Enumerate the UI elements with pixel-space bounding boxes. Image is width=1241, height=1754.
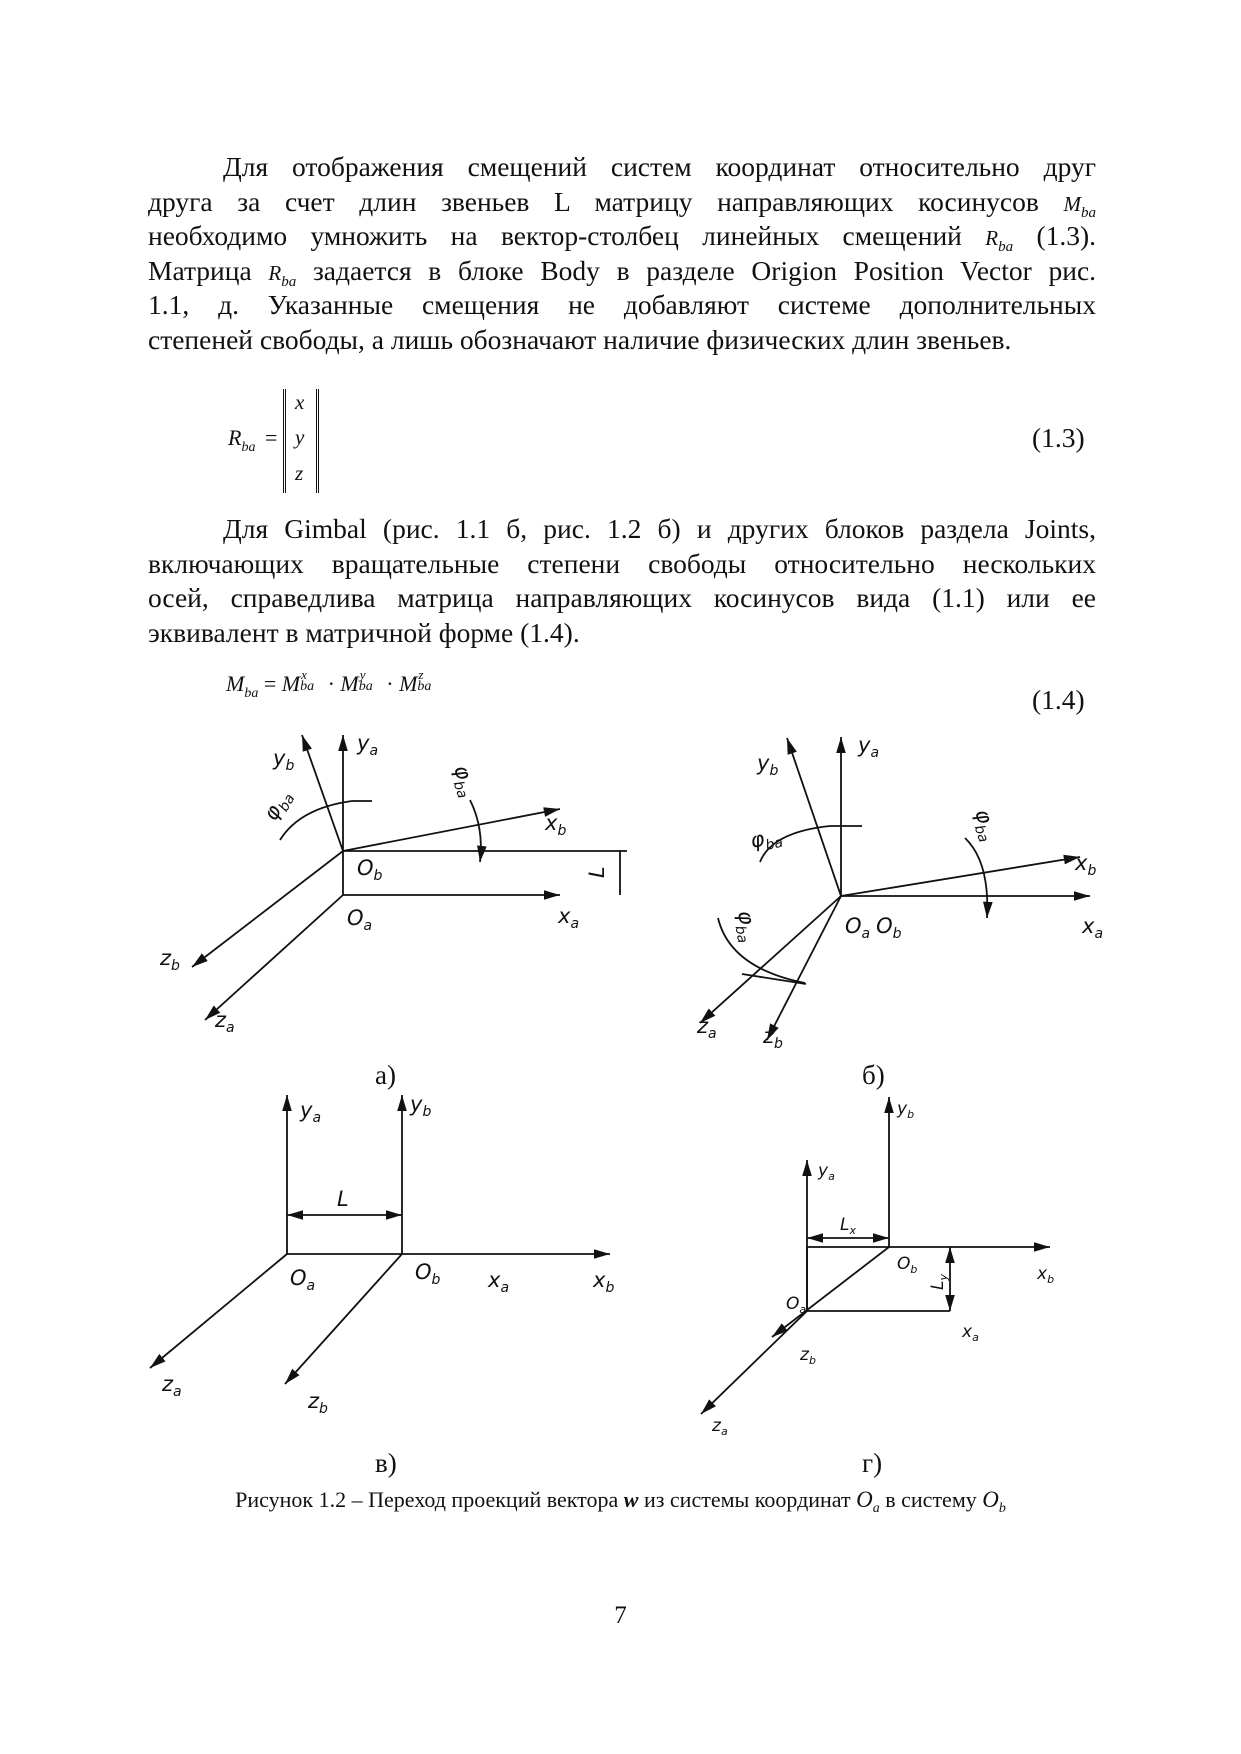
diagram-b: [700, 737, 1090, 1040]
v-label-za: $z_a$: [162, 1372, 182, 1400]
a-label-zb: $z_b$: [160, 946, 180, 974]
v-label-yb: $y_b$: [410, 1092, 432, 1120]
v-label-Ob: $O_b$: [415, 1260, 441, 1288]
a-label-Oa: $O_a$: [347, 906, 373, 934]
b-label-yb: $y_b$: [757, 751, 779, 779]
a-label-xa: $x_a$: [558, 904, 580, 932]
g-label-Lx: $L_x$: [840, 1215, 856, 1237]
a-label-za: $z_a$: [215, 1008, 235, 1036]
a-label-phi-right: $\varphi_{ba}$: [449, 762, 477, 801]
v-label-xa: $x_a$: [488, 1268, 510, 1296]
g-label-Oa: $O_a$: [786, 1294, 807, 1316]
paragraph-1-line-5: 1.1, д. Указанные смещения не добавляют системе дополнительных: [148, 289, 1096, 320]
paragraph-2-line-2: включающих вращательные степени свободы относительно нескольких: [148, 547, 1096, 579]
figure-caption: Рисунок 1.2 – Переход проекций вектора w из системы координат $O_a$ в систему $O_b$: [235, 1487, 1006, 1516]
b-label-OaOb: $O_a$ $O_b$: [845, 914, 902, 942]
equation-1-3-lhs: $R_{ba}$: [228, 425, 256, 455]
subfigure-caption-a: а): [375, 1060, 396, 1090]
v-label-ya: $y_a$: [300, 1098, 322, 1126]
g-label-xa: $x_a$: [962, 1322, 979, 1344]
paragraph-2-line-4: эквивалент в матричной форме (1.4).: [148, 616, 580, 648]
paragraph-2-line-1: Для Gimbal (рис. 1.1 б, рис. 1.2 б) и других блоков раздела Joints,: [223, 513, 1096, 544]
g-label-Ob: $O_b$: [897, 1254, 918, 1276]
equation-1-3-x: x: [295, 390, 305, 414]
g-label-xb: $x_b$: [1037, 1264, 1055, 1286]
b-label-xb: $x_b$: [1075, 851, 1097, 879]
b-label-phi-bottom: $\varphi_{ba}$: [731, 908, 760, 945]
a-label-Ob: $O_b$: [357, 856, 383, 884]
diagram-a: [192, 735, 627, 1020]
equation-1-3-z: z: [295, 461, 304, 485]
equation-1-3-number: (1.3): [1032, 422, 1085, 453]
g-label-yb: $y_b$: [897, 1099, 915, 1121]
v-label-zb: $z_b$: [308, 1389, 328, 1417]
paragraph-1-line-1: Для отображения смещений систем координат относительно друг: [223, 151, 1096, 182]
b-label-phi-left: $\varphi_{ba}$: [748, 826, 785, 854]
page-number: 7: [614, 1602, 627, 1629]
g-label-za: $z_a$: [712, 1416, 728, 1438]
g-label-Ly: $L_y$: [928, 1274, 950, 1290]
g-label-zb: $z_b$: [800, 1345, 816, 1367]
a-label-yb: $y_b$: [273, 746, 295, 774]
equation-1-3-equals: =: [265, 425, 278, 450]
paragraph-1-line-2: друга за счет длин звеньев L матрицу направляющих косинусов $M_{ba}$: [148, 185, 1096, 221]
b-label-phi-right: $\varphi_{ba}$: [970, 806, 998, 845]
b-label-zb: $z_b$: [763, 1024, 783, 1052]
subfigure-caption-v: в): [375, 1448, 397, 1478]
b-label-ya: $y_a$: [858, 733, 880, 761]
b-label-za: $z_a$: [697, 1014, 717, 1042]
paragraph-2-line-3: осей, справедлива матрица направляющих косинусов вида (1.1) или ее: [148, 582, 1096, 613]
subfigure-caption-g: г): [862, 1448, 883, 1478]
v-label-xb: $x_b$: [593, 1268, 615, 1296]
diagram-v: [150, 1095, 610, 1384]
equation-1-4-number: (1.4): [1032, 684, 1085, 715]
diagram-g: [701, 1097, 1050, 1414]
equation-1-4: $M_{ba} = M$ x ba · M y ba · M z ba: [226, 667, 432, 701]
a-label-phi-left: $\varphi_{ba}$: [258, 791, 299, 825]
a-label-xb: $x_b$: [545, 811, 567, 839]
paragraph-1-line-4: Матрица $R_{ba}$ задается в блоке Body в разделе Origion Position Vector рис.: [148, 254, 1097, 290]
paragraph-1-line-3: необходимо умножить на вектор-столбец линейных смещений $R_{ba}$ (1.3).: [148, 220, 1097, 255]
v-label-Oa: $O_a$: [290, 1266, 316, 1294]
b-label-xa: $x_a$: [1082, 914, 1104, 942]
a-label-L: L: [585, 866, 609, 878]
subfigure-caption-b: б): [862, 1060, 885, 1090]
equation-1-3-y: y: [295, 425, 305, 449]
v-label-L: L: [337, 1187, 349, 1211]
a-label-ya: $y_a$: [357, 731, 379, 759]
g-label-ya: $y_a$: [818, 1161, 835, 1183]
paragraph-1-line-6: степеней свободы, а лишь обозначают наличие физических длин звеньев.: [148, 323, 1012, 355]
